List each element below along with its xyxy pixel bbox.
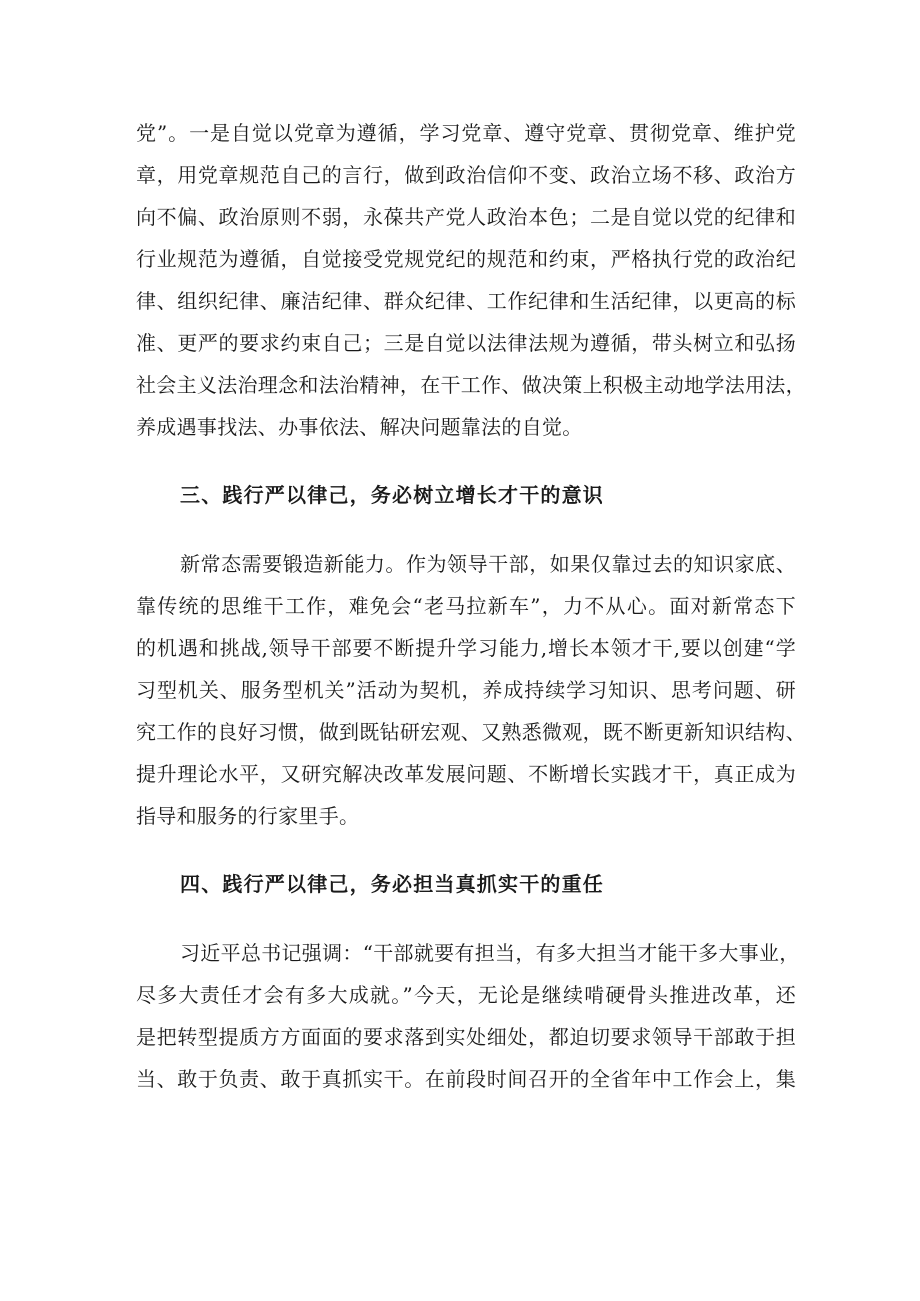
paragraph-line: 究工作的良好习惯，做到既钻研宏观、又熟悉微观，既不断更新知识结构、: [136, 720, 806, 744]
paragraph-line: 行业规范为遵循，自觉接受党规党纪的规范和约束，严格执行党的政治纪: [136, 247, 796, 271]
paragraph-line: 新常态需要锻造新能力。作为领导干部，如果仅靠过去的知识家底、: [180, 552, 796, 576]
paragraph-line: 提升理论水平，又研究解决改革发展问题、不断增长实践才干，真正成为: [136, 762, 796, 786]
paragraph-line: 当、敢于负责、敢于真抓实干。在前段时间召开的全省年中工作会上，集: [136, 1067, 796, 1091]
section-heading: 四、践行严以律己，务必担当真抓实干的重任: [180, 872, 604, 896]
paragraph-line: 党”。一是自觉以党章为遵循，学习党章、遵守党章、贯彻党章、维护党: [136, 121, 796, 145]
section-heading: 三、践行严以律己，务必树立增长才干的意识: [180, 483, 604, 507]
paragraph-line: 习型机关、服务型机关”活动为契机，养成持续学习知识、思考问题、研: [136, 678, 796, 702]
paragraph-line: 靠传统的思维干工作，难免会“老马拉新车”，力不从心。面对新常态下: [136, 594, 796, 618]
paragraph-line: 尽多大责任才会有多大成就。”今天，无论是继续啃硬骨头推进改革，还: [136, 983, 796, 1007]
paragraph-line: 的机遇和挑战,领导干部要不断提升学习能力,增长本领才干,要以创建“学: [136, 636, 796, 660]
paragraph-line: 养成遇事找法、办事依法、解决问题靠法的自觉。: [136, 415, 583, 439]
paragraph-line: 律、组织纪律、廉洁纪律、群众纪律、工作纪律和生活纪律，以更高的标: [136, 289, 796, 313]
paragraph-line: 指导和服务的行家里手。: [136, 804, 360, 828]
paragraph-line: 社会主义法治理念和法治精神，在干工作、做决策上积极主动地学法用法，: [136, 373, 806, 397]
paragraph-line: 章，用党章规范自己的言行，做到政治信仰不变、政治立场不移、政治方: [136, 163, 796, 187]
paragraph-line: 向不偏、政治原则不弱，永葆共产党人政治本色；二是自觉以党的纪律和: [136, 205, 796, 229]
paragraph-line: 是把转型提质方方面面的要求落到实处细处，都迫切要求领导干部敢于担: [136, 1025, 796, 1049]
paragraph-line: 习近平总书记强调：“干部就要有担当，有多大担当才能干多大事业，: [180, 941, 800, 965]
paragraph-line: 准、更严的要求约束自己；三是自觉以法律法规为遵循，带头树立和弘扬: [136, 331, 796, 355]
